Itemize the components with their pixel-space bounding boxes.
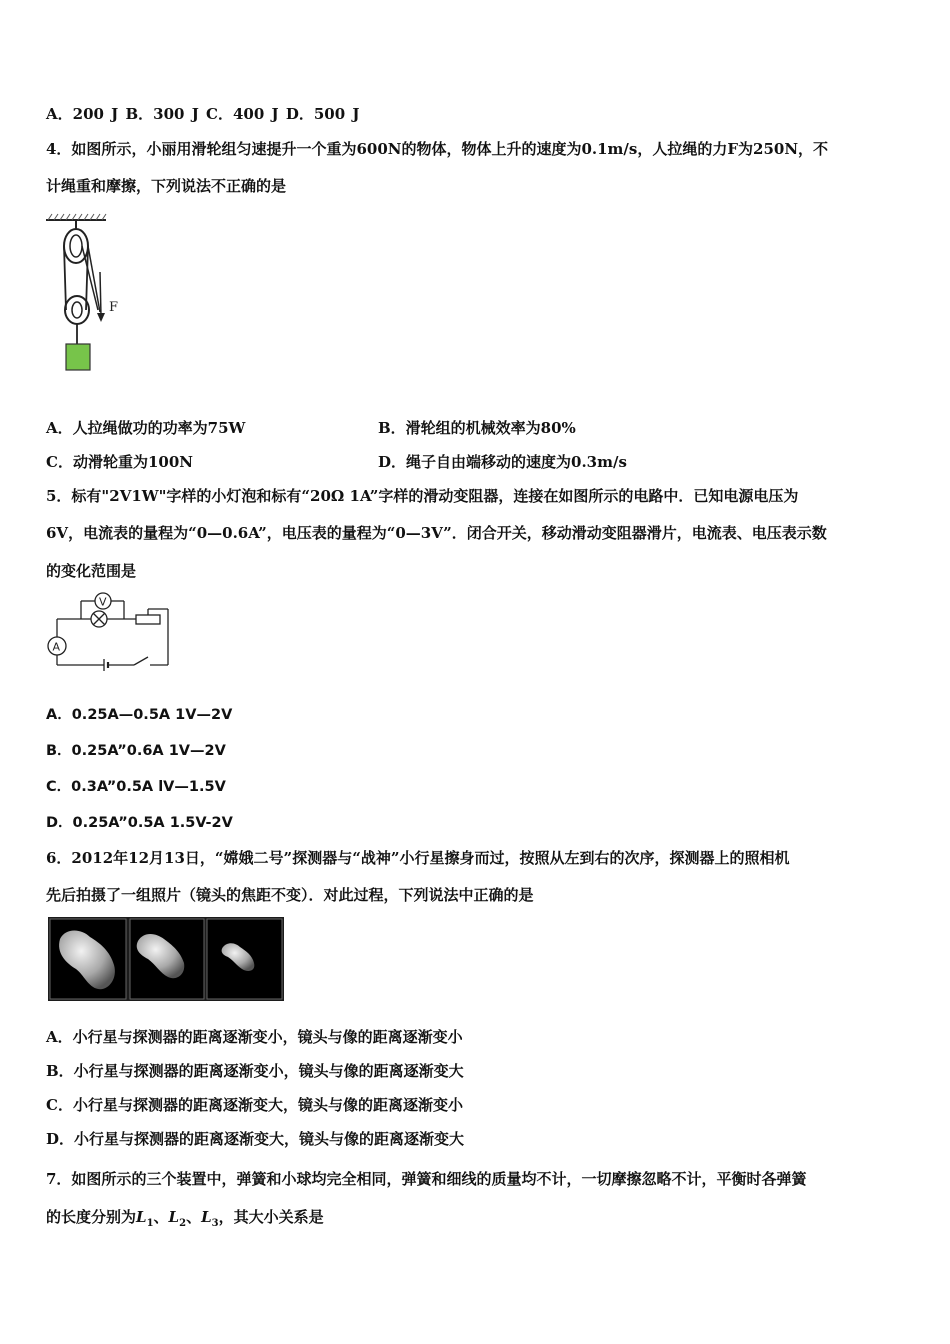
- pulley-diagram: [44, 212, 134, 377]
- circuit-diagram: [44, 589, 174, 671]
- q3-options: A．200 J B．300 J C．400 J D．500 J: [46, 105, 360, 123]
- q7-prefix: 的长度分别为: [46, 1208, 137, 1226]
- q7-stem-line1: 7．如图所示的三个装置中，弹簧和小球均完全相同，弹簧和细线的质量均不计，一切摩擦忽略不计，平衡时各弹簧: [46, 1170, 807, 1188]
- q4-option-b: B．滑轮组的机械效率为80%: [378, 419, 576, 437]
- l1-symbol: L: [136, 1208, 147, 1226]
- l3-symbol: L: [201, 1208, 212, 1226]
- l1-subscript: 1: [146, 1218, 154, 1229]
- q4-option-c: C．动滑轮重为100N: [46, 453, 193, 471]
- q5-option-a: A．0.25A—0.5A 1V—2V: [46, 707, 233, 723]
- separator-2: 、: [186, 1208, 202, 1226]
- q7-suffix: ，其大小关系是: [218, 1208, 324, 1226]
- ammeter-label: A: [52, 640, 61, 654]
- q4-option-d: D．绳子自由端移动的速度为0.3m/s: [378, 453, 627, 471]
- q6-option-a: A．小行星与探测器的距离逐渐变小，镜头与像的距离逐渐变小: [46, 1028, 463, 1046]
- q5-option-c: C．0.3A”0.5A lV—1.5V: [46, 779, 226, 795]
- q6-option-d: D．小行星与探测器的距离逐渐变大，镜头与像的距离逐渐变大: [46, 1130, 465, 1148]
- l3-subscript: 3: [211, 1218, 219, 1229]
- q5-stem-line2: 6V，电流表的量程为“0—0.6A”，电压表的量程为“0—3V”．闭合开关，移动滑动变阻器滑片，电流表、电压表示数: [46, 524, 827, 542]
- q6-option-b: B．小行星与探测器的距离逐渐变小，镜头与像的距离逐渐变大: [46, 1062, 464, 1080]
- q5-option-d: D．0.25A”0.5A 1.5V-2V: [46, 815, 233, 831]
- separator-1: 、: [153, 1208, 169, 1226]
- q7-stem-line2: [46, 1206, 324, 1229]
- q5-stem-line1: 5．标有"2V1W"字样的小灯泡和标有“20Ω 1A”字样的滑动变阻器，连接在如图所示的电路中．已知电源电压为: [46, 487, 799, 505]
- q5-option-b: B．0.25A”0.6A 1V—2V: [46, 743, 226, 759]
- l2-symbol: L: [168, 1208, 180, 1226]
- q5-stem-line3: 的变化范围是: [46, 562, 137, 580]
- q6-option-c: C．小行星与探测器的距离逐渐变大，镜头与像的距离逐渐变小: [46, 1096, 463, 1114]
- q4-option-a: A．人拉绳做功的功率为75W: [46, 419, 246, 437]
- q6-stem-line1: 6．2012年12月13日，“嫦娥二号”探测器与“战神”小行星擦身而过，按照从左到右的次序，探测器上的照相机: [46, 849, 790, 867]
- l2-subscript: 2: [179, 1218, 187, 1229]
- q4-stem-line1: 4．如图所示，小丽用滑轮组匀速提升一个重为600N的物体，物体上升的速度为0.1m/s，人拉绳的力F为250N，不: [46, 140, 829, 158]
- asteroid-photo-strip: [48, 917, 284, 1001]
- voltmeter-label: V: [99, 595, 107, 609]
- q6-stem-line2: 先后拍摄了一组照片（镜头的焦距不变）．对此过程，下列说法中正确的是: [46, 886, 534, 904]
- force-label: F: [109, 300, 119, 315]
- q4-stem-line2: 计绳重和摩擦，下列说法不正确的是: [46, 177, 287, 195]
